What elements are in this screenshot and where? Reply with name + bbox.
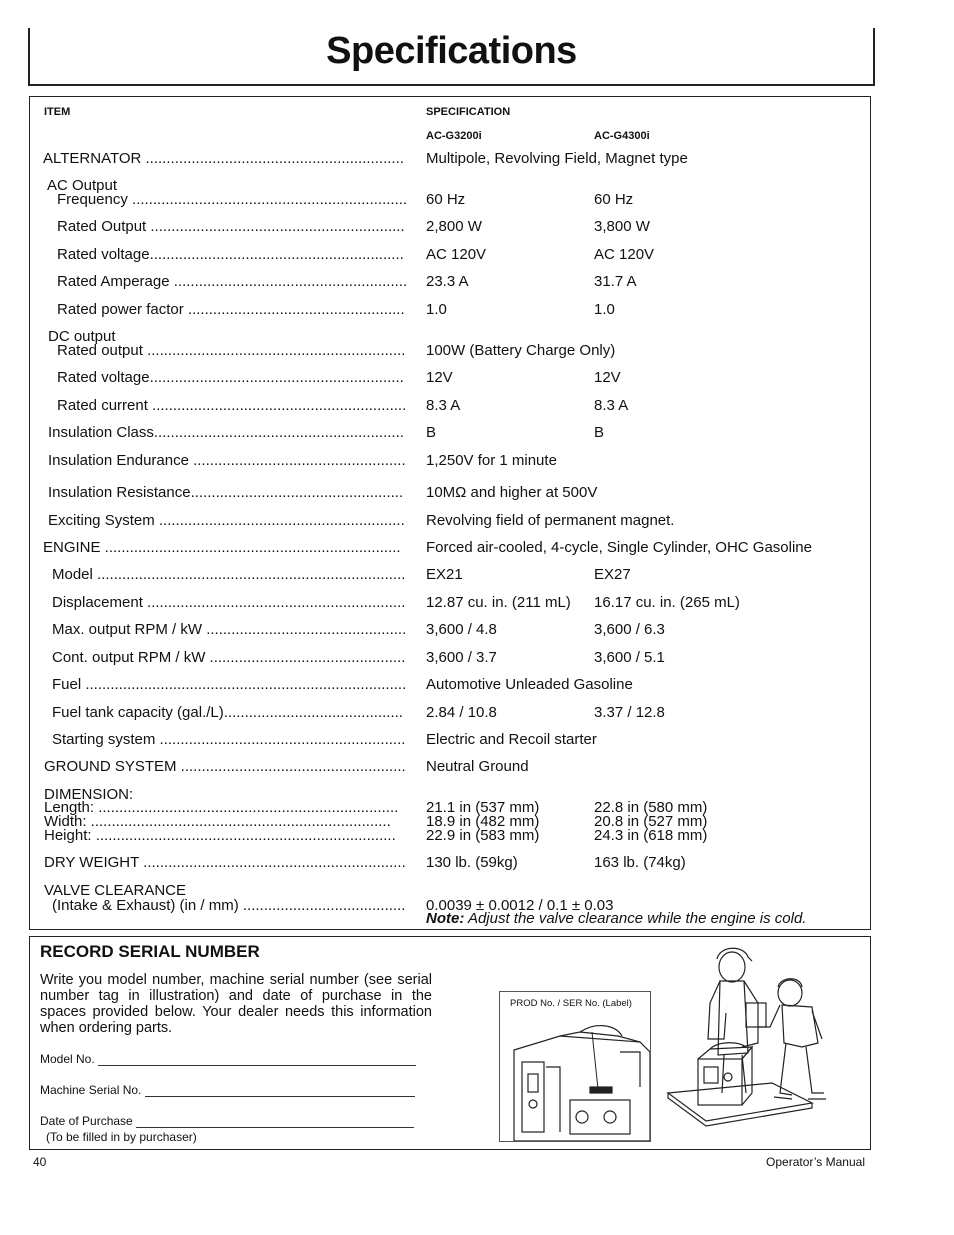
- spec-row: Length: ........................................................................ 21.1 in (537 mm) 22.8 in (580 mm): [44, 799, 708, 816]
- spec-row: Starting system ........................................................... Electric and Recoil starter: [52, 731, 597, 748]
- spec-row: Height: ........................................................................ 22.9 in (583 mm) 24.3 in (618 mm): [44, 827, 708, 844]
- date-of-purchase-line: [136, 1115, 414, 1128]
- spec-row: Width: ........................................................................ 18.9 in (482 mm) 20.8 in (527 mm): [44, 813, 708, 830]
- machine-serial-label: Machine Serial No.: [40, 1083, 142, 1097]
- spec-row: Fuel tank capacity (gal./L)........................................... 2.84 / 10.8 3.37 / 12.8: [52, 704, 665, 721]
- record-serial-box: [29, 936, 871, 1150]
- spec-row: Cont. output RPM / kW ............................................... 3,600 / 3.7 3,600 / 5.1: [52, 649, 665, 666]
- technician-with-customer-icon: [662, 943, 832, 1141]
- note: [426, 910, 806, 927]
- model-no-line: [98, 1053, 416, 1066]
- note-label: Note:: [426, 910, 465, 927]
- specification-header: SPECIFICATION: [426, 106, 511, 118]
- spec-row: Displacement .............................................................. 12.87 cu. in. (211 mL) 16.17 cu. in. (265 mL): [52, 594, 740, 611]
- model1-header: AC-G3200i: [426, 130, 482, 142]
- spec-row: Rated output .............................................................. 100W (Battery Charge Only): [57, 342, 616, 359]
- page-title: Specifications: [326, 30, 577, 72]
- spec-row: Exciting System ........................................................... Revolving field of permanent magnet.: [48, 512, 675, 529]
- record-serial-text: Write you model number, machine serial number (see serial number tag in illustration) and date of purchase in the spaces provided below. Your dealer needs this information when ordering parts.: [40, 972, 432, 1036]
- spec-row: GROUND SYSTEM ...................................................... Neutral Ground: [44, 758, 529, 775]
- machine-serial-field: [40, 1083, 415, 1097]
- spec-row: Rated power factor .................................................... 1.0 1.0: [57, 301, 615, 318]
- spec-row: (Intake & Exhaust) (in / mm) ....................................... 0.0039 ± 0.0012 / 0.1 ± 0.03: [52, 897, 614, 914]
- spec-row: Max. output RPM / kW ................................................ 3,600 / 4.8 3,600 / 6.3: [52, 621, 665, 638]
- model2-header: AC-G4300i: [594, 130, 650, 142]
- spec-row: Rated current ............................................................. 8.3 A 8.3 A: [57, 397, 629, 414]
- model-no-label: Model No.: [40, 1052, 95, 1066]
- group-label: DC output: [48, 328, 116, 345]
- generator-closeup-icon: [500, 992, 650, 1141]
- spec-row: Frequency .................................................................. 60 Hz 60 Hz: [57, 191, 634, 208]
- filled-note: (To be filled in by purchaser): [46, 1130, 197, 1144]
- spec-row: Rated voltage............................................................. AC 120V AC 120V: [57, 246, 655, 263]
- date-of-purchase-field: [40, 1114, 414, 1128]
- page-number: 40: [33, 1155, 47, 1169]
- spec-row: Fuel ............................................................................. Automotive Unleaded Gasoline: [52, 676, 633, 693]
- model-no-field: [40, 1052, 416, 1066]
- manual-name: Operator’s Manual: [766, 1155, 865, 1169]
- group-label: AC Output: [47, 177, 118, 194]
- spec-row: Rated voltage............................................................. 12V 12V: [57, 369, 621, 386]
- record-serial-title: RECORD SERIAL NUMBER: [40, 942, 260, 961]
- table-header: [30, 103, 870, 121]
- serial-label-illustration: [499, 991, 651, 1142]
- spec-row: ALTERNATOR .............................................................. Multipole, Revolving Field, Magnet type: [43, 150, 688, 167]
- spec-row: Insulation Class............................................................ B B: [48, 424, 605, 441]
- spec-row: DRY WEIGHT ............................................................... 130 lb. (59kg) 163 lb. (74kg): [44, 854, 686, 871]
- spec-row: Insulation Resistance................................................... 10MΩ and higher at 500V: [48, 484, 598, 501]
- spec-row: Rated Amperage ........................................................ 23.3 A 31.7 A: [57, 273, 637, 290]
- spec-table: [29, 96, 871, 930]
- group-label: DIMENSION:: [44, 786, 134, 803]
- note-text: Adjust the valve clearance while the engine is cold.: [464, 910, 807, 927]
- illustration-label: PROD No. / SER No. (Label): [510, 998, 632, 1009]
- title-box: [28, 28, 875, 86]
- group-label: VALVE CLEARANCE: [44, 882, 186, 899]
- item-header: ITEM: [44, 106, 71, 118]
- spec-row: Rated Output ............................................................. 2,800 W 3,800 W: [57, 218, 650, 235]
- date-of-purchase-label: Date of Purchase: [40, 1114, 133, 1128]
- spec-row: ENGINE ....................................................................... Forced air-cooled, 4-cycle, Single Cylinder, OHC Gasoline: [43, 539, 812, 556]
- spec-row: Model .......................................................................... EX21 EX27: [52, 566, 631, 583]
- model-header: [30, 127, 870, 145]
- spec-row: Insulation Endurance ................................................... 1,250V for 1 minute: [48, 452, 557, 469]
- machine-serial-line: [145, 1084, 415, 1097]
